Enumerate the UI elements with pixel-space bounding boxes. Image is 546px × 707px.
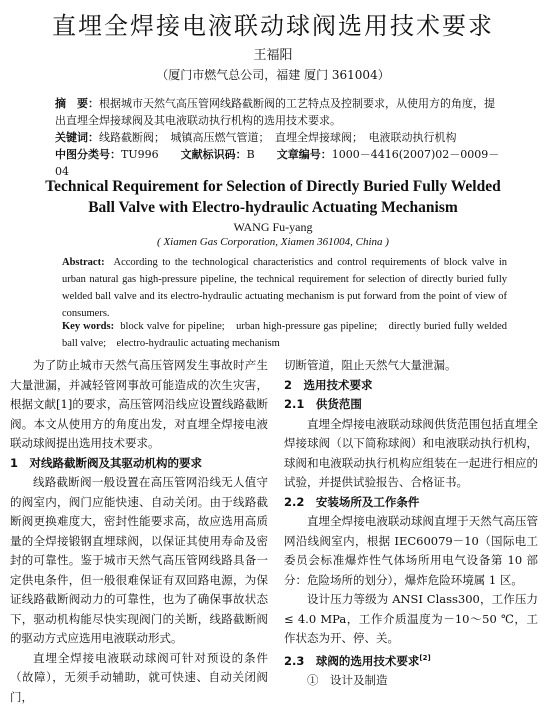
section-1-heading: 1 对线路截断阀及其驱动机构的要求 [10, 454, 268, 474]
clc-value: TU996 [121, 148, 159, 161]
section-2-2-paragraph-1: 直埋全焊接电液联动球阀直埋于天然气高压管网沿线阀室内，根据 IEC60079－10（国际电工委员会标准爆炸性气体场所用电气设备第 10 部分：危险场所的划分），爆炸危险环境属 1 区。 [284, 512, 538, 590]
abstract-cn [55, 95, 505, 129]
section-2-1-paragraph: 直埋全焊接电液联动球阀供货范围包括直埋全焊接球阀（以下简称球阀）和电液联动执行机构，球阀和电液联动执行机构应组装在一起进行相应的试验，并提供试验报告、合格证书。 [284, 415, 538, 493]
section-2-3-heading [284, 649, 538, 671]
keywords-en-label: Key words: [62, 321, 114, 332]
article-no-value: 1000－4416(2007)02－0009－04 [55, 148, 499, 178]
abstract-en [62, 254, 507, 322]
affiliation-en: ( Xiamen Gas Corporation, Xiamen 361004, China ) [0, 236, 546, 248]
continuation-text: 切断管道，阻止天然气大量泄漏。 [284, 356, 538, 376]
keywords-cn-label: 关键词： [55, 131, 99, 144]
abstract-en-label: Abstract: [62, 257, 105, 268]
intro-paragraph: 为了防止城市天然气高压管网发生事故时产生大量泄漏，并减轻管网事故可能造成的次生灾害，根据文献[1]的要求，高压管网沿线应设置线路截断阀。本文从使用方的角度出发，对直埋全焊接电液联动球阀提出选用技术要求。 [10, 356, 268, 454]
section-2-3-reference: [2] [419, 654, 430, 662]
keywords-cn-text: 线路截断阀； 城镇高压燃气管道； 直埋全焊接球阀； 电液联动执行机构 [99, 131, 457, 144]
section-1-paragraph-2: 直埋全焊接电液联动球阀可针对预设的条件（故障），无须手动辅助，就可快速、自动关闭阀门， [10, 649, 268, 707]
clc-label: 中图分类号： [55, 148, 121, 161]
section-2-heading: 2 选用技术要求 [284, 376, 538, 396]
section-2-3-item-1: ① 设计及制造 [284, 671, 538, 691]
classification-line [55, 146, 505, 180]
article-no-label: 文章编号： [277, 148, 332, 161]
doc-code-label: 文献标识码： [181, 148, 247, 161]
abstract-cn-label: 摘 要： [55, 97, 99, 110]
paper-title-en: Technical Requirement for Selection of Directly Buried Fully Welded Ball Valve with Electro-hydraulic Actuating Mechanism [30, 176, 516, 218]
keywords-cn [55, 129, 505, 146]
keywords-en [62, 318, 507, 352]
affiliation-cn: （厦门市燃气总公司，福建 厦门 361004） [0, 66, 546, 83]
author-cn: 王福阳 [0, 44, 546, 63]
abstract-cn-text: 根据城市天然气高压管网线路截断阀的工艺特点及控制要求，从使用方的角度，提出直埋全焊接球阀及其电液联动执行机构的选用技术要求。 [55, 97, 495, 127]
section-2-2-paragraph-2: 设计压力等级为 ANSI Class300，工作压力≤ 4.0 MPa，工作介质温度为－10～50 ℃，工作状态为开、停、关。 [284, 590, 538, 649]
section-2-2-heading: 2.2 安装场所及工作条件 [284, 493, 538, 513]
keywords-en-text: block valve for pipeline; urban high-pressure gas pipeline; directly buried fully welded ball valve; electro-hydraulic actuating mechanism [62, 321, 507, 349]
section-2-3-title: 2.3 球阀的选用技术要求 [284, 653, 419, 667]
doc-code-value: B [247, 148, 255, 161]
abstract-en-text: According to the technological characteristics and control requirements of block valve in urban natural gas high-pressure pipeline, the technical requirement for selection of directly buried fully welded ball valve and its electro-hydraulic actuating mechanism is put forward from the point of view of consumers. [62, 257, 507, 319]
paper-title-cn: 直埋全焊接电液联动球阀选用技术要求 [0, 6, 546, 41]
section-2-1-heading: 2.1 供货范围 [284, 395, 538, 415]
left-column [10, 356, 268, 707]
section-1-paragraph-1: 线路截断阀一般设置在高压管网沿线无人值守的阀室内，阀门应能快速、自动关闭。由于线路截断阀更换难度大，密封性能要求高，故应选用高质量的全焊接锻钢直埋球阀，以保证其使用寿命及密封的可靠性。鉴于城市天然气高压管网线路具备一定供电条件，但一般很难保证有双回路电源，为保证线路截断阀动力的可靠性，也为了确保事故状态下，驱动机构能尽快实现阀门的关断，线路截断阀的驱动方式应选用电液联动形式。 [10, 473, 268, 649]
right-column [284, 356, 538, 690]
author-en: WANG Fu-yang [0, 220, 546, 235]
